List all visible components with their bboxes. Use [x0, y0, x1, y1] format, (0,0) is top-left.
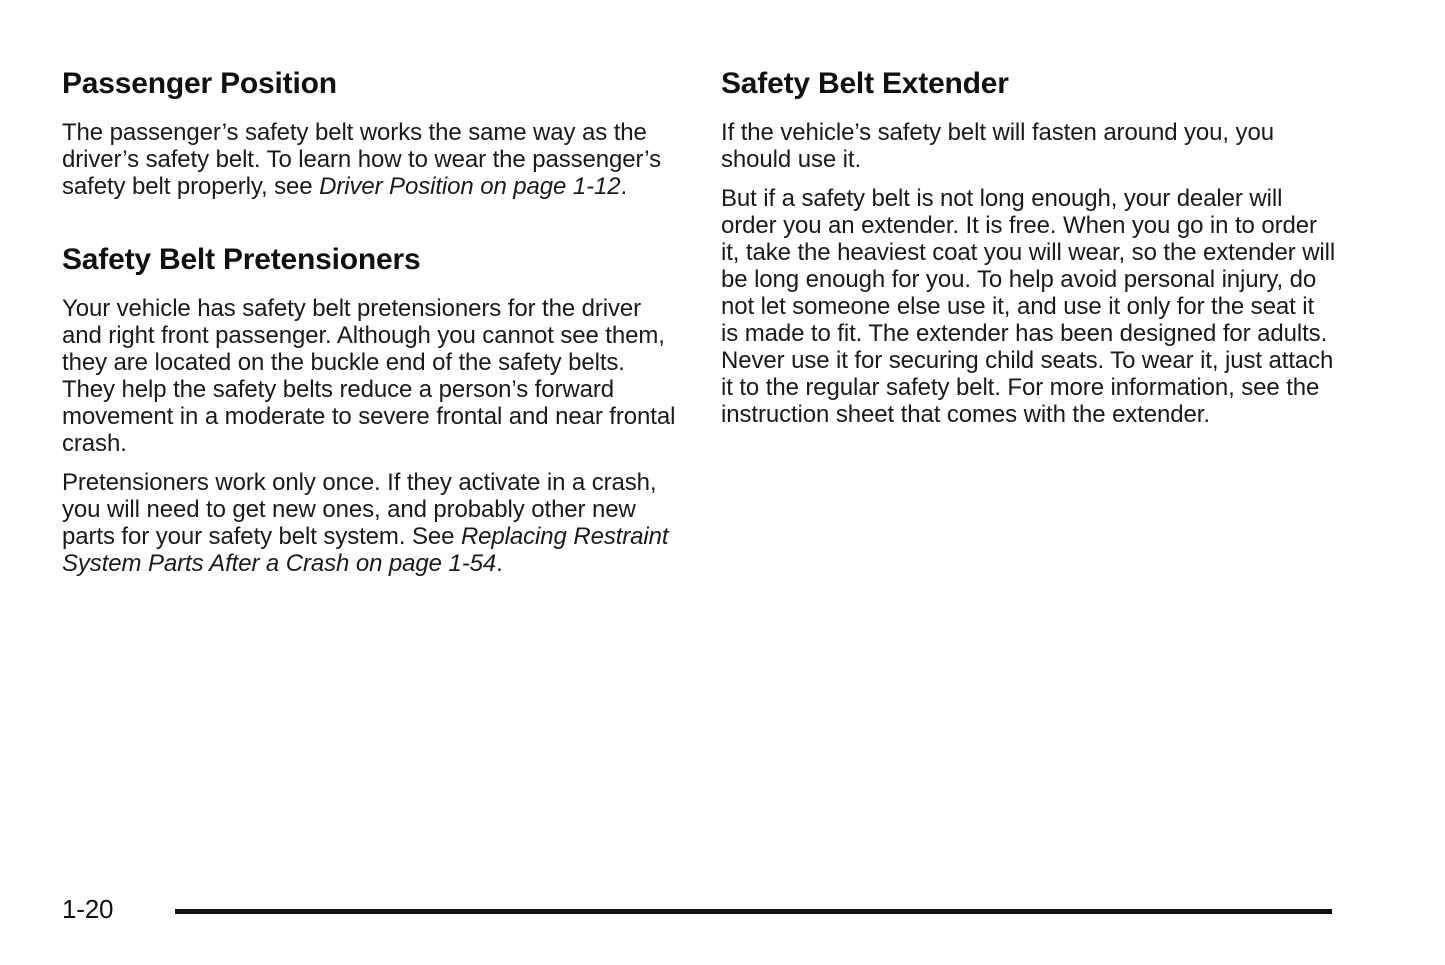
- paragraph-pretensioners-replacement-text-before: Pretensioners work only once. If they activate in a crash, you will need to get new ones, and probably other new parts for your safety belt system. See: [62, 469, 657, 550]
- heading-passenger-position: Passenger Position: [62, 67, 337, 100]
- paragraph-pretensioners-description: Your vehicle has safety belt pretensioners for the driver and right front passenger. Although you cannot see them, they are located on the buckle end of the safety belts. They help the safety belts reduce a person’s forward movement in a moderate to severe frontal and near frontal crash.: [62, 295, 676, 457]
- left-column: [62, 66, 676, 577]
- paragraph-passenger-position: [62, 119, 676, 200]
- footer-divider-rule: [175, 909, 1332, 914]
- heading-safety-belt-extender: Safety Belt Extender: [721, 67, 1009, 100]
- paragraph-pretensioners-replacement: [62, 469, 676, 577]
- page-footer: [0, 893, 1445, 933]
- paragraph-pretensioners-replacement-text-after: .: [496, 550, 503, 577]
- right-column: [721, 66, 1337, 428]
- cross-reference-driver-position: Driver Position on page 1-12: [319, 173, 621, 200]
- heading-safety-belt-pretensioners: Safety Belt Pretensioners: [62, 243, 421, 276]
- paragraph-passenger-position-text-after: .: [620, 173, 628, 200]
- page-number: 1-20: [62, 894, 114, 924]
- paragraph-extender-intro: If the vehicle’s safety belt will fasten around you, you should use it.: [721, 119, 1274, 173]
- paragraph-extender-details: But if a safety belt is not long enough, your dealer will order you an extender. It is free. When you go in to order it, take the heaviest coat you will wear, so the extender will be long enough for you. To help avoid personal injury, do not let someone else use it, and use it only for the seat it is made to fit. The extender has been designed for adults. Never use it for securing child seats. To wear it, just attach it to the regular safety belt. For more information, see the instruction sheet that comes with the extender.: [721, 185, 1336, 428]
- paragraph-passenger-position-text-before: The passenger’s safety belt works the same way as the driver’s safety belt. To learn how to wear the passenger’s safety belt properly, see: [62, 119, 661, 200]
- cross-reference-replacing-restraint-system-parts: Replacing Restraint System Parts After a Crash on page 1-54: [62, 523, 669, 577]
